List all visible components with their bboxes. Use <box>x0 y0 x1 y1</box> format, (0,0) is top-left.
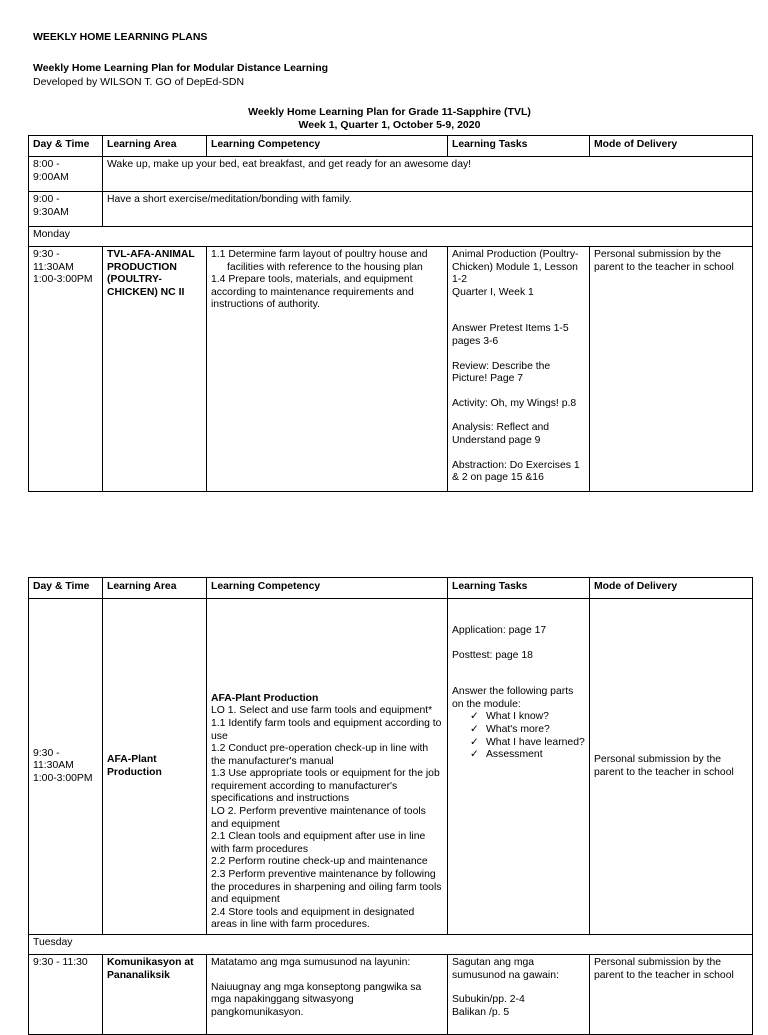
learning-tasks <box>448 955 590 1035</box>
header-learning-competency: Learning Competency <box>207 136 448 157</box>
header-day-time: Day & Time <box>29 578 103 599</box>
day-row-tuesday <box>29 935 753 955</box>
session-time: 9:30 - 11:30 <box>29 955 103 1035</box>
task-item: Application: page 17 <box>452 625 547 636</box>
task-item: Analysis: Reflect and Understand page 9 <box>452 422 550 446</box>
learning-competency <box>207 599 448 935</box>
mode-of-delivery: Personal submission by the parent to the teacher in school <box>590 599 753 935</box>
header-learning-tasks: Learning Tasks <box>448 578 590 599</box>
competency-item: 2.1 Clean tools and equipment after use in line with farm procedures <box>211 831 426 855</box>
header-learning-area: Learning Area <box>103 136 207 157</box>
header-learning-area: Learning Area <box>103 578 207 599</box>
task-item: Answer Pretest Items 1-5 pages 3-6 <box>452 323 569 347</box>
plan-heading <box>28 106 751 132</box>
task-item: Activity: Oh, my Wings! p.8 <box>452 397 577 409</box>
competency-item: 2.2 Perform routine check-up and maintenance <box>211 856 428 868</box>
checklist-item: ✓ What I have learned? <box>470 736 585 748</box>
competency-item: 1.3 Use appropriate tools or equipment for the job requirement according to manufacturer's specifications and instructions <box>211 768 440 805</box>
check-icon: ✓ <box>470 723 479 735</box>
learning-competency <box>207 247 448 492</box>
task-intro: Sagutan ang mga sumusunod na gawain: <box>452 957 559 981</box>
competency-item: 2.3 Perform preventive maintenance by following the procedures in sharpening and oiling farm tools and equipment <box>211 869 442 906</box>
plan-subtitle: Weekly Home Learning Plan for Modular Distance Learning <box>33 62 329 74</box>
task-intro: Answer the following parts on the module: <box>452 686 574 710</box>
table-row <box>29 955 753 1035</box>
learning-plan-table-2 <box>28 577 753 1035</box>
routine-activity: Wake up, make up your bed, eat breakfast, and get ready for an awesome day! <box>103 157 753 192</box>
mode-of-delivery: Personal submission by the parent to the teacher in school <box>590 955 753 1035</box>
task-item: Review: Describe the Picture! Page 7 <box>452 360 551 385</box>
session-time: 9:30 - 11:30AM 1:00-3:00PM <box>29 247 103 492</box>
learning-plan-table-1 <box>28 135 753 492</box>
task-item: Posttest: page 18 <box>452 649 533 661</box>
header-day-time: Day & Time <box>29 136 103 157</box>
competency-item: 1.4 Prepare tools, materials, and equipment according to maintenance requirements and instructions of authority. <box>211 274 414 311</box>
learning-tasks <box>448 599 590 935</box>
learning-area: TVL-AFA-ANIMAL PRODUCTION (POULTRY-CHICKEN) NC II <box>103 247 207 492</box>
checklist-item: ✓ Assessment <box>470 749 543 761</box>
competency-item: LO 1. Select and use farm tools and equipment* <box>211 705 433 717</box>
plan-heading-grade: Weekly Home Learning Plan for Grade 11-Sapphire (TVL) <box>248 106 531 118</box>
routine-time: 8:00 - 9:00AM <box>29 157 103 192</box>
competency-item: 2.4 Store tools and equipment in designated areas in line with farm procedures. <box>211 906 415 931</box>
task-item: Animal Production (Poultry-Chicken) Module 1, Lesson 1-2 <box>452 249 579 286</box>
task-checklist <box>452 711 585 761</box>
table-row <box>29 599 753 935</box>
competency-item: 1.1 Determine farm layout of poultry house and facilities with reference to the housing plan <box>211 249 428 273</box>
task-item: Quarter I, Week 1 <box>452 286 534 298</box>
check-icon: ✓ <box>470 736 479 748</box>
checklist-item: ✓ What's more? <box>470 723 550 735</box>
document-title: WEEKLY HOME LEARNING PLANS <box>33 31 208 43</box>
header-mode-of-delivery: Mode of Delivery <box>590 136 753 157</box>
mode-of-delivery: Personal submission by the parent to the teacher in school <box>590 247 753 492</box>
learning-area: AFA-Plant Production <box>103 599 207 935</box>
table-row <box>29 247 753 492</box>
day-label: Tuesday <box>29 935 753 955</box>
table-header-row <box>29 578 753 599</box>
learning-competency <box>207 955 448 1035</box>
competency-intro: Matatamo ang mga sumusunod na layunin: <box>211 957 411 968</box>
table-header-row <box>29 136 753 157</box>
plan-heading-week: Week 1, Quarter 1, October 5-9, 2020 <box>298 119 481 131</box>
day-label: Monday <box>29 227 753 247</box>
competency-item: 1.1 Identify farm tools and equipment according to use <box>211 717 442 742</box>
table-row <box>29 157 753 192</box>
check-icon: ✓ <box>470 749 479 761</box>
task-item: Abstraction: Do Exercises 1 & 2 on page 15 &16 <box>452 459 580 484</box>
day-row-monday <box>29 227 753 247</box>
competency-item: 1.2 Conduct pre-operation check-up in line with the manufacturer's manual <box>211 743 429 767</box>
competency-item: Naiuugnay ang mga konseptong pangwika sa mga napakinggang sitwasyong pangkomunikasyon. <box>211 981 422 1018</box>
header-learning-competency: Learning Competency <box>207 578 448 599</box>
table-row <box>29 192 753 227</box>
task-item: Balikan /p. 5 <box>452 1006 510 1018</box>
routine-activity: Have a short exercise/meditation/bonding with family. <box>103 192 753 227</box>
header-mode-of-delivery: Mode of Delivery <box>590 578 753 599</box>
developer-credit: Developed by WILSON T. GO of DepEd-SDN <box>33 76 245 88</box>
header-learning-tasks: Learning Tasks <box>448 136 590 157</box>
session-time: 9:30 - 11:30AM 1:00-3:00PM <box>29 599 103 935</box>
learning-tasks <box>448 247 590 492</box>
routine-time: 9:00 - 9:30AM <box>29 192 103 227</box>
check-icon: ✓ <box>470 711 479 723</box>
competency-item: LO 2. Perform preventive maintenance of tools and equipment <box>211 806 426 830</box>
task-item: Subukin/pp. 2-4 <box>452 994 525 1006</box>
checklist-item: ✓ What I know? <box>470 711 549 723</box>
competency-title: AFA-Plant Production <box>211 692 319 704</box>
learning-area: Komunikasyon at Pananaliksik <box>103 955 207 1035</box>
